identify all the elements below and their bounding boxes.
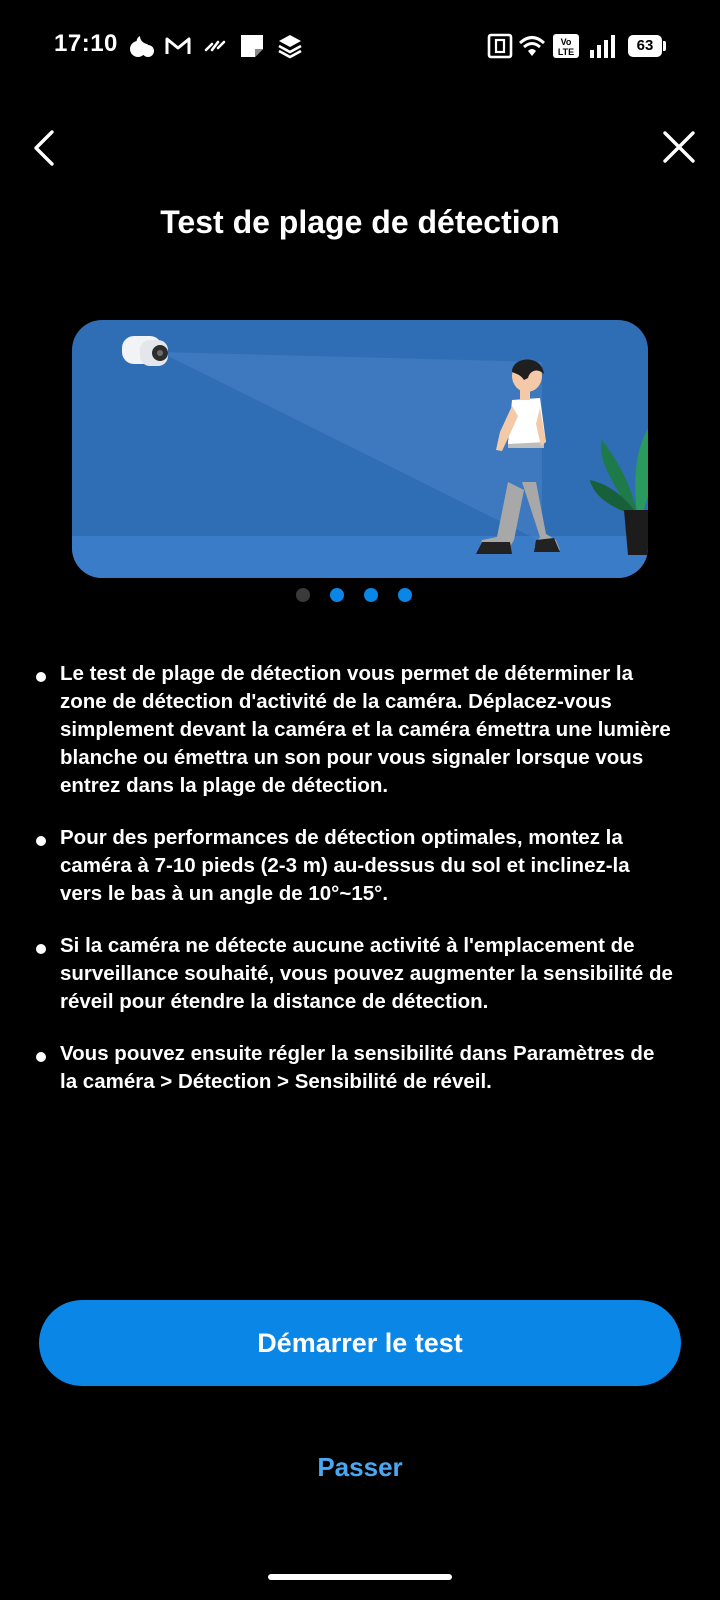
bullet-icon: [36, 944, 46, 954]
status-time: 17:10: [54, 30, 118, 57]
close-icon: [665, 133, 693, 161]
gmail-icon: [164, 32, 192, 60]
app-icon: [202, 32, 230, 60]
notes-icon: [238, 32, 266, 60]
start-test-button[interactable]: Démarrer le test: [39, 1300, 681, 1386]
signal-icon: [588, 32, 616, 60]
camera-graphic: [122, 336, 168, 366]
bullet-icon: [36, 836, 46, 846]
carousel-dot-3[interactable]: [364, 588, 378, 602]
svg-text:Vo: Vo: [560, 37, 572, 47]
list-item-text: Si la caméra ne détecte aucune activité à l'emplacement de surveillance souhaité, vous pouvez augmenter la sensibilité de réveil pour étendre la distance de détection.: [60, 934, 673, 1013]
home-indicator[interactable]: [268, 1574, 452, 1580]
chevron-left-icon: [36, 132, 52, 164]
volte-icon: [552, 32, 580, 60]
detection-illustration: [72, 320, 648, 578]
skip-button[interactable]: Passer: [317, 1452, 403, 1482]
page-title: Test de plage de détection: [160, 204, 560, 240]
carousel-indicator: [0, 588, 720, 604]
battery-cap: [663, 41, 666, 51]
nfc-icon: [486, 32, 514, 60]
bullet-icon: [36, 672, 46, 682]
list-item-text: Pour des performances de détection optimales, montez la caméra à 7-10 pieds (2-3 m) au-dessus du sol et inclinez-la vers le bas à un angle de 10°~15°.: [60, 826, 630, 905]
svg-text:LTE: LTE: [557, 47, 575, 57]
list-item: [36, 1040, 676, 1096]
stack-icon: [276, 32, 304, 60]
back-button[interactable]: [26, 126, 64, 170]
list-item-text: Le test de plage de détection vous permet de déterminer la zone de détection d'activité de la caméra. Déplacez-vous simplement devant la caméra et la caméra émettra une lumière blanche ou émettra un son pour vous signaler lorsque vous entrez dans la plage de détection.: [60, 662, 671, 797]
carousel-dot-4[interactable]: [398, 588, 412, 602]
illustration-floor: [72, 536, 648, 578]
instructions-list: [36, 660, 676, 1120]
list-item: [36, 932, 676, 1016]
carousel-dot-2[interactable]: [330, 588, 344, 602]
status-bar: [0, 0, 720, 92]
bullet-icon: [36, 1052, 46, 1062]
list-item: [36, 660, 676, 800]
battery-icon: 63: [628, 35, 662, 57]
list-item-text: Vous pouvez ensuite régler la sensibilité dans Paramètres de la caméra > Détection > Sensibilité de réveil.: [60, 1042, 655, 1093]
bedtime-icon: [128, 32, 156, 60]
wifi-icon: [518, 32, 546, 60]
close-button[interactable]: [660, 126, 698, 170]
list-item: [36, 824, 676, 908]
carousel-dot-1[interactable]: [296, 588, 310, 602]
